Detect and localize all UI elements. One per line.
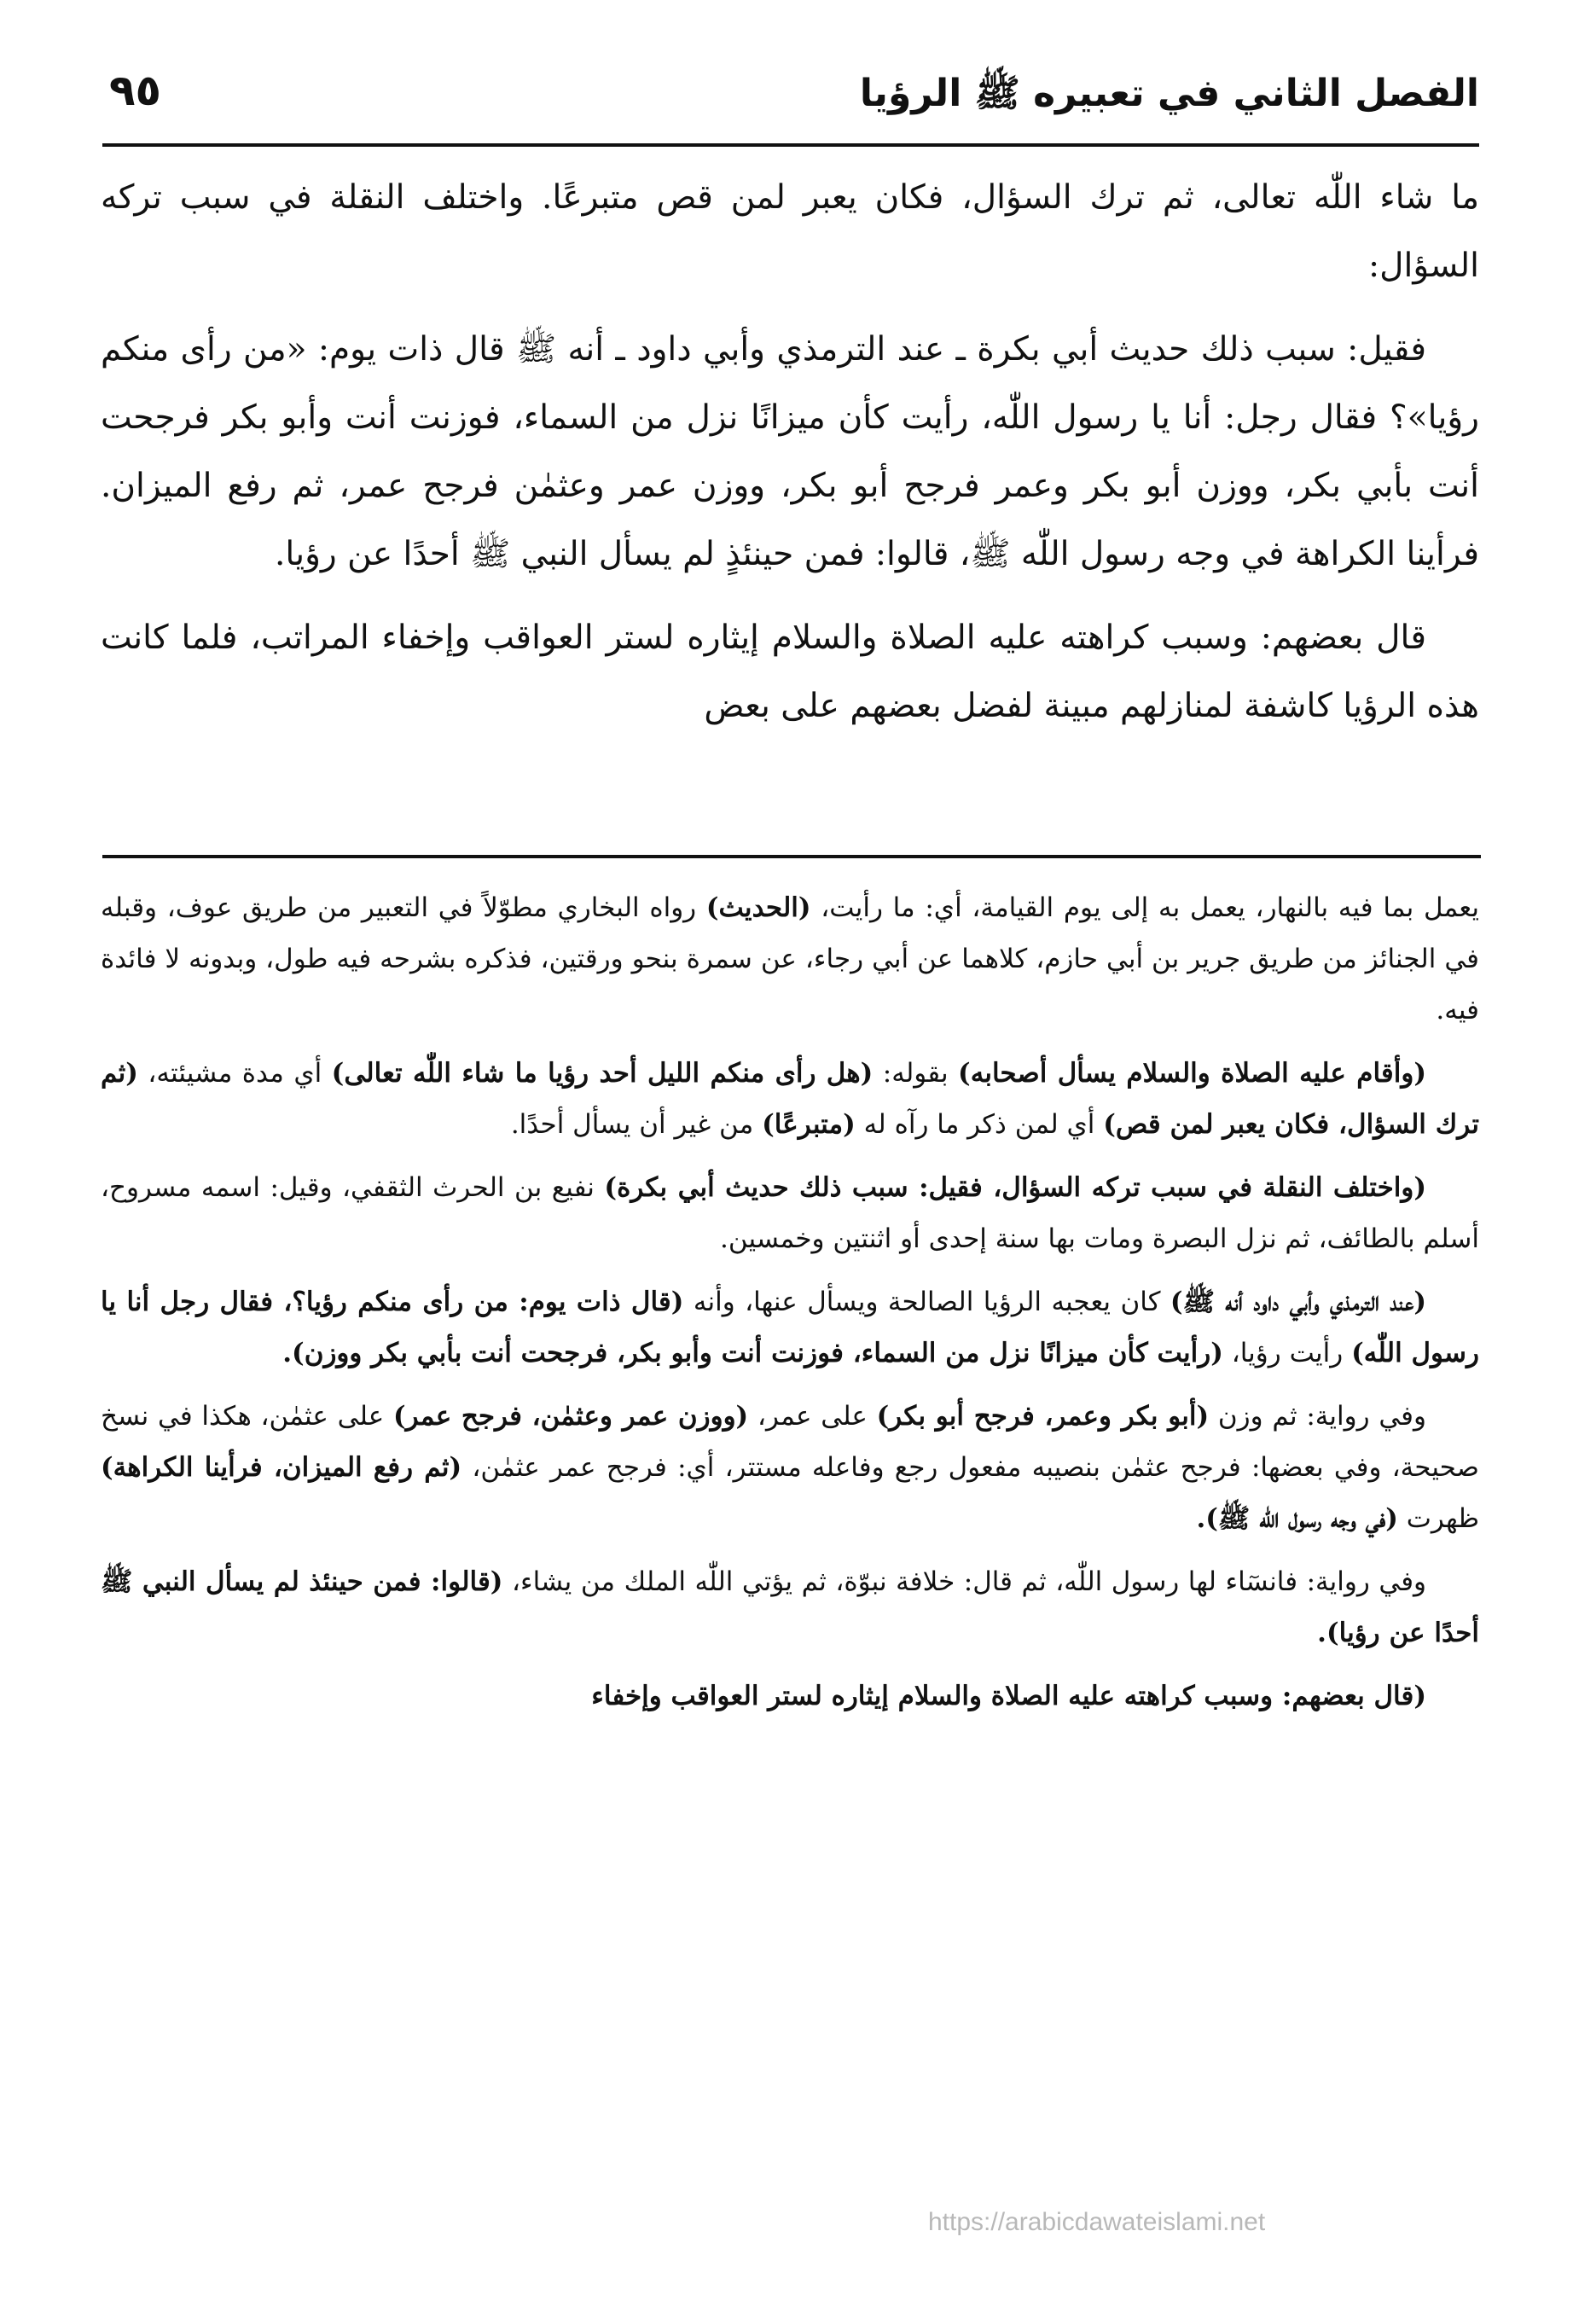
commentary-text: رأيت رؤيا،: [1222, 1338, 1352, 1368]
commentary-paragraph: [101, 1670, 1479, 1722]
commentary-text: أي مدة مشيئته،: [137, 1058, 332, 1089]
main-text: [101, 164, 1479, 741]
main-paragraph: [101, 164, 1479, 300]
commentary-quote: (الحديث): [705, 892, 811, 923]
commentary-text: على عمر،: [748, 1401, 877, 1432]
commentary-text: ظهرت: [1397, 1503, 1479, 1534]
watermark-url: https://arabicdawateislami.net: [928, 2208, 1266, 2236]
commentary-quote: (ثم ترك السؤال، فكان يعبر لمن قص): [101, 1058, 1479, 1140]
main-paragraph-text: قال بعضهم: وسبب كراهته عليه الصلاة والسلام إيثاره لستر العواقب وإخفاء المراتب، فلما كانت هذه الرؤيا كاشفة لمنازلهم مبينة لفضل بعضهم على بعض: [101, 619, 1479, 725]
commentary-quote: (قالوا: فمن حينئذ لم يسأل النبي ﷺ أحدًا عن رؤيا).: [101, 1566, 1479, 1648]
commentary-section: [101, 882, 1479, 1734]
commentary-paragraph: [101, 1556, 1479, 1659]
commentary-quote: (قال بعضهم: وسبب كراهته عليه الصلاة والسلام إيثاره لستر العواقب وإخفاء: [591, 1681, 1426, 1711]
commentary-text: نفيع بن الحرث الثقفي، وقيل: اسمه مسروح، أسلم بالطائف، ثم نزل البصرة ومات بها سنة إحدى أو اثنتين وخمسين.: [101, 1172, 1479, 1254]
commentary-quote: (وأقام عليه الصلاة والسلام يسأل أصحابه): [958, 1058, 1426, 1089]
footnote-divider: [102, 855, 1481, 858]
commentary-paragraph: [101, 1048, 1479, 1150]
commentary-text: على عثمٰن، هكذا في نسخ صحيحة، وفي بعضها: فرجح عثمٰن بنصيبه مفعول رجع وفاعله مستتر، أي: فرجح عمر عثمٰن،: [101, 1401, 1480, 1483]
commentary-quote: (عند الترمذي وأبي داود أنه ﷺ): [1170, 1287, 1426, 1317]
chapter-title: الفصل الثاني في تعبيره ﷺ الرؤيا: [859, 72, 1479, 115]
commentary-paragraph: [101, 882, 1479, 1036]
commentary-quote: (هل رأى منكم الليل أحد رؤيا ما شاء اللّٰه تعالى): [331, 1058, 874, 1089]
commentary-text: بقوله:: [873, 1058, 959, 1089]
commentary-text: أي لمن ذكر ما رآه له: [855, 1109, 1104, 1140]
header-divider: [102, 143, 1479, 147]
main-paragraph: [101, 316, 1479, 589]
commentary-paragraph: [101, 1391, 1479, 1544]
commentary-quote: (أبو بكر وعمر، فرجح أبو بكر): [876, 1401, 1210, 1432]
commentary-text: وفي رواية: ثم وزن: [1209, 1401, 1426, 1432]
commentary-quote: (في وجه رسول اللّٰه ﷺ).: [1196, 1503, 1398, 1534]
commentary-text: رواه البخاري مطوّلاً في التعبير من طريق عوف، وقبله في الجنائز من طريق جرير بن أبي حازم، كلاهما عن أبي رجاء، عن سمرة بنحو ورقتين، فذكره بشرحه فيه طول، وبدونه لا فائدة فيه.: [101, 892, 1479, 1025]
commentary-text: من غير أن يسأل أحدًا.: [510, 1109, 763, 1140]
main-paragraph-text: فقيل: سبب ذلك حديث أبي بكرة ـ عند الترمذي وأبي داود ـ أنه ﷺ قال ذات يوم: «من رأى منكم رؤيا»؟ فقال رجل: أنا يا رسول اللّٰه، رأيت كأن ميزانًا نزل من السماء، فوزنت أنت وأبو بكر فرجحت أنت بأبي بكر، ووزن أبو بكر وعمر فرجح أبو بكر، ووزن عمر وعثمٰن فرجح عمر، ثم رفع الميزان. فرأينا الكراهة في وجه رسول اللّٰه ﷺ، قالوا: فمن حينئذٍ لم يسأل النبي ﷺ أحدًا عن رؤيا.: [101, 330, 1479, 573]
commentary-paragraph: [101, 1276, 1479, 1379]
main-paragraph-text: ما شاء اللّٰه تعالى، ثم ترك السؤال، فكان يعبر لمن قص متبرعًا. واختلف النقلة في سبب تركه السؤال:: [101, 178, 1479, 285]
commentary-quote: (واختلف النقلة في سبب تركه السؤال، فقيل: سبب ذلك حديث أبي بكرة): [604, 1172, 1426, 1203]
commentary-quote: (رأيت كأن ميزانًا نزل من السماء، فوزنت أنت وأبو بكر، فرجحت أنت بأبي بكر ووزن).: [282, 1338, 1223, 1368]
page-number: ٩٥: [109, 66, 162, 115]
main-paragraph: [101, 604, 1479, 741]
commentary-quote: (ثم رفع الميزان، فرأينا الكراهة): [101, 1452, 462, 1483]
commentary-text: كان يعجبه الرؤيا الصالحة ويسأل عنها، وأنه: [683, 1287, 1170, 1317]
page-header: [94, 60, 1479, 142]
commentary-text: يعمل بما فيه بالنهار، يعمل به إلى يوم القيامة، أي: ما رأيت،: [810, 892, 1479, 923]
commentary-text: وفي رواية: فانسٓاء لها رسول اللّٰه، ثم قال: خلافة نبوّة، ثم يؤتي اللّٰه الملك من يشاء،: [502, 1566, 1426, 1597]
commentary-quote: (ووزن عمر وعثمٰن، فرجح عمر): [393, 1401, 749, 1432]
commentary-quote: (قال ذات يوم: من رأى منكم رؤيا؟، فقال رجل أنا يا رسول اللّٰه): [101, 1287, 1479, 1368]
commentary-paragraph: [101, 1162, 1479, 1264]
commentary-quote: (متبرعًا): [762, 1109, 856, 1140]
